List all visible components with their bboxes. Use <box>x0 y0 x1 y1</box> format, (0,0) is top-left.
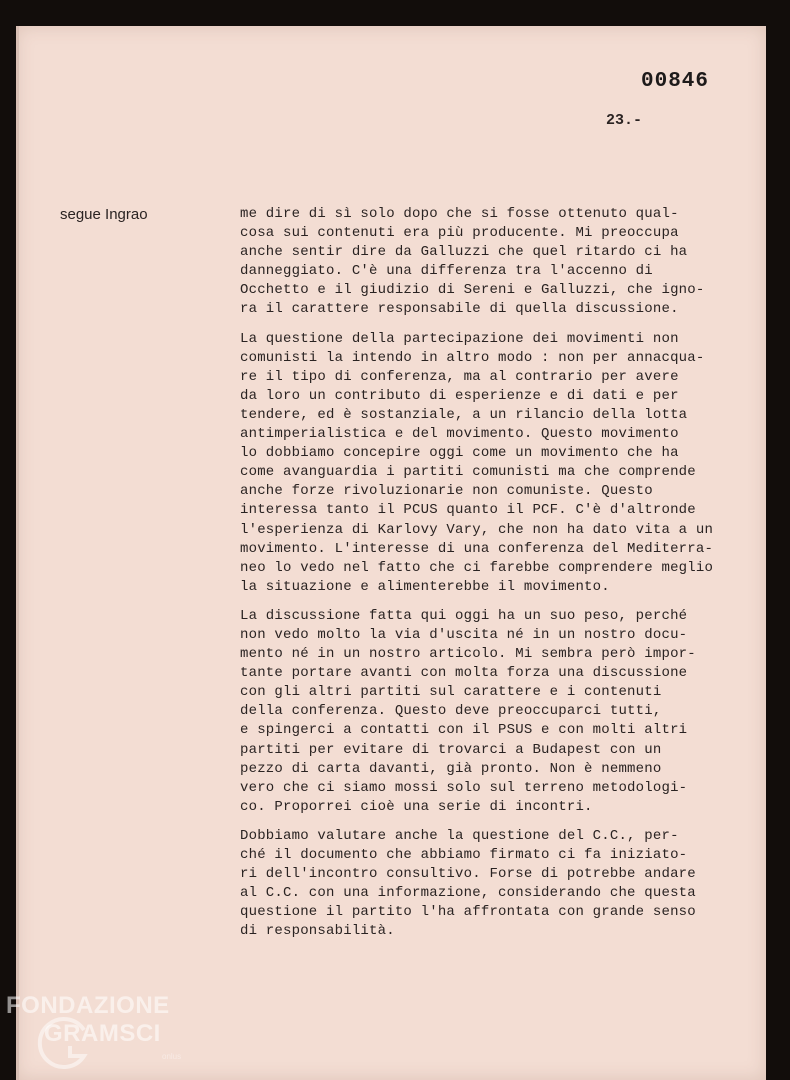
speaker-label: segue Ingrao <box>60 206 148 223</box>
watermark-line-3: onlus <box>162 1052 182 1061</box>
watermark-line-1: FONDAZIONE <box>6 992 170 1019</box>
paragraph: me dire di sì solo dopo che si fosse ottenuto qual- cosa sui contenuti era più producente. Mi preoccupa anche sentir dire da Galluzzi che quel ritardo ci ha danneggiato. C'è una differenza tra l'accenno di Occhetto e il giudizio di Sereni e Galluzzi, che igno- ra il carattere responsabile di quella discussione. <box>240 206 705 318</box>
paragraph: La discussione fatta qui oggi ha un suo peso, perché non vedo molto la via d'uscita né in un nostro docu- mento né in un nostro articolo. Mi sembra però impor- tante portare avanti con molta forza una discussione con gli altri partiti sul carattere e i contenuti della conferenza. Questo deve preoccuparci tutti, e spingerci a contatti con il PSUS e con molti altri partiti per evitare di trovarci a Budapest con un pezzo di carta davanti, già pronto. Non è nemmeno vero che ci siamo mossi solo sul terreno metodologi- co. Proporrei cioè una serie di incontri. <box>240 607 696 815</box>
paragraph: La questione della partecipazione dei movimenti non comunisti la intendo in altro modo : non per annacqua- re il tipo di conferenza, ma al contrario per avere da loro un contributo di esperienze e di dati e per tendere, ed è sostanziale, a un rilancio della lotta antimperialistica e del movimento. Questo movimento lo dobbiamo concepire oggi come un movimento che ha come avanguardia i partiti comunisti ma che comprende anche forze rivoluzionarie non comuniste. Questo interessa tanto il PCUS quanto il PCF. C'è d'altronde l'esperienza di Karlovy Vary, che non ha dato vita a un movimento. L'interesse di una conferenza del Mediterra- neo lo vedo nel fatto che ci farebbe comprendere meglio la situazione e alimenterebbe il movimento. <box>240 330 714 595</box>
document-body <box>240 205 760 941</box>
page-number: 23.- <box>606 112 643 129</box>
paragraph: Dobbiamo valutare anche la questione del C.C., per- ché il documento che abbiamo firmato ci fa iniziato- ri dell'incontro consultivo. Forse di potrebbe andare al C.C. con una informazione, considerando che questa questione il partito l'ha affrontata con grande senso di responsabilità. <box>240 827 696 940</box>
document-number: 00846 <box>641 70 710 93</box>
page-edge <box>16 26 19 1080</box>
watermark-line-2: GRAMSCI <box>44 1020 161 1047</box>
